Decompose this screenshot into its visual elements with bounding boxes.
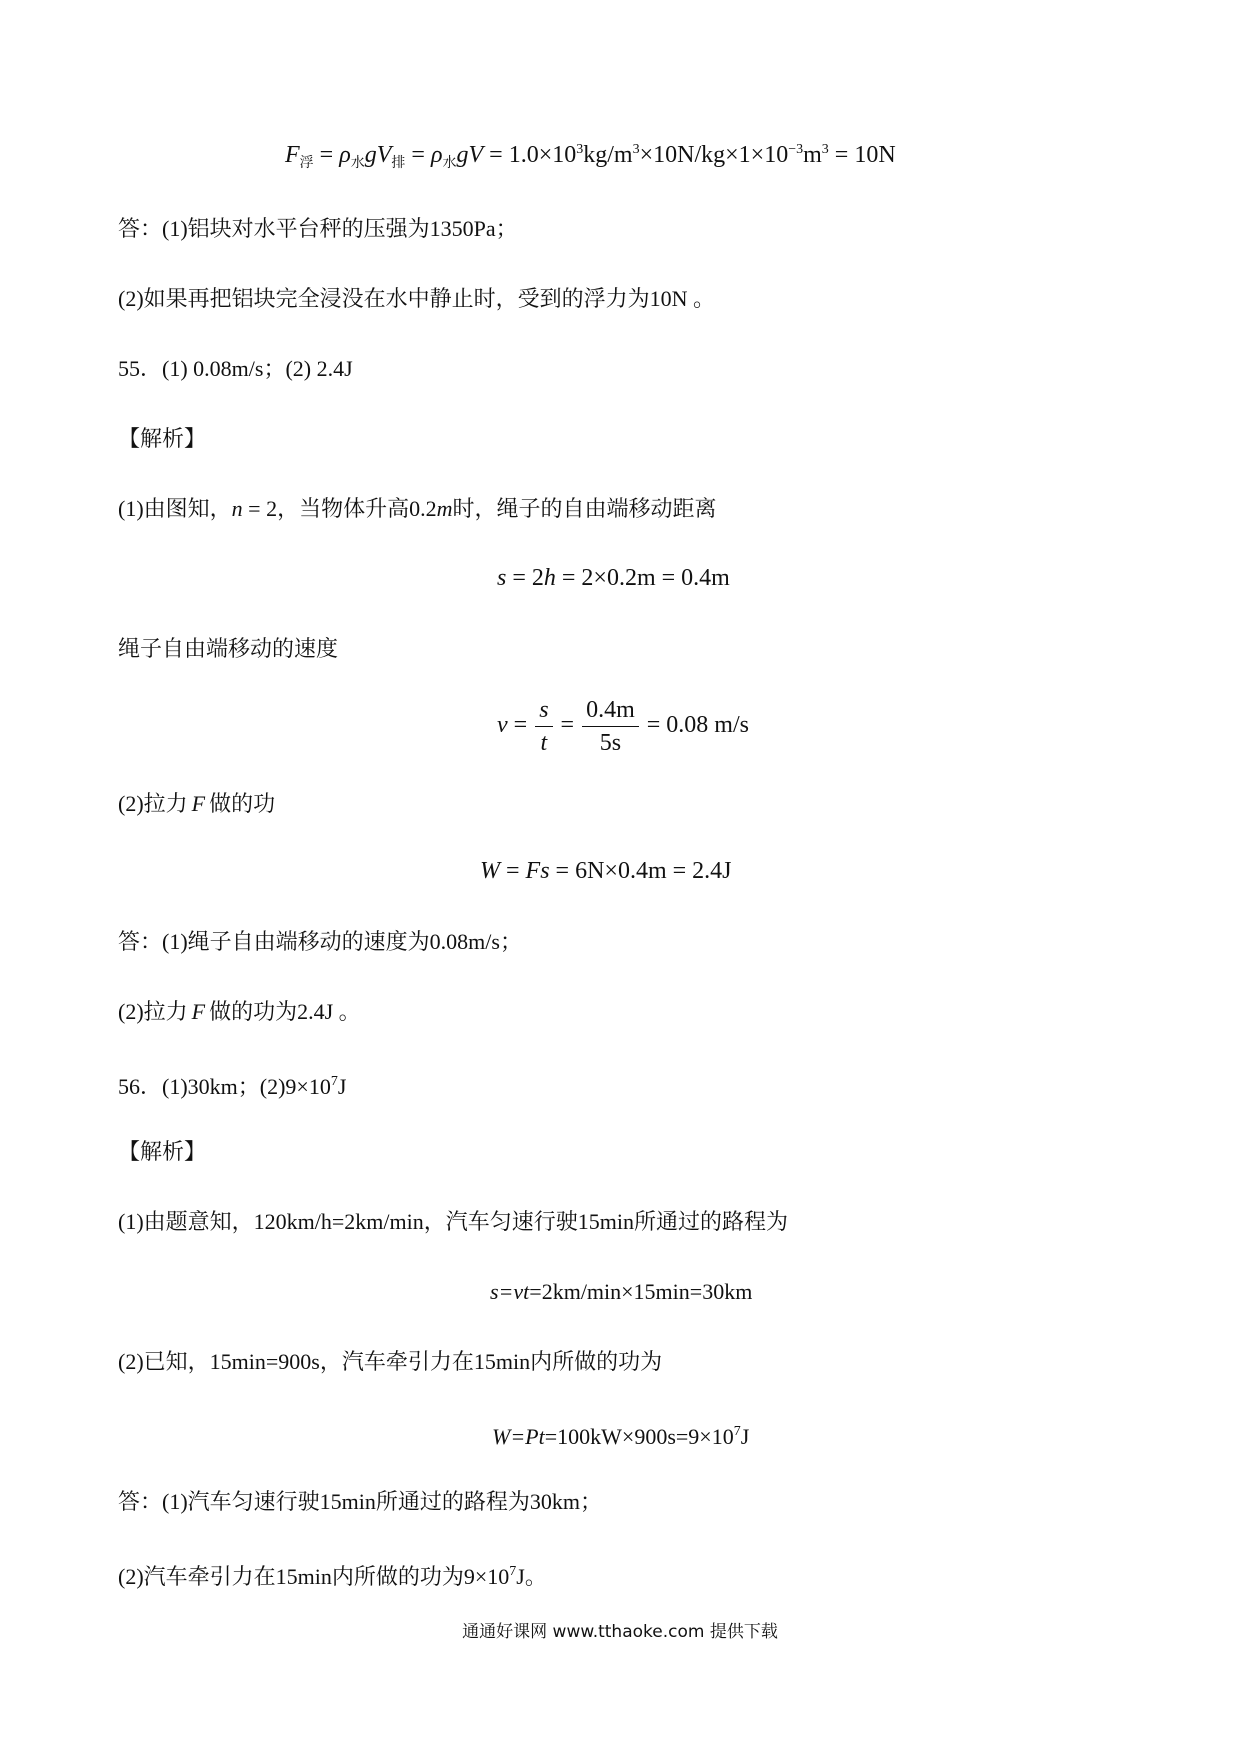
q55-equation-work bbox=[480, 856, 732, 886]
denominator: 5s bbox=[599, 729, 622, 756]
symbol-wpt: W=Pt bbox=[492, 1424, 545, 1449]
q56-step-2: (2)已知，15min=900s，汽车牵引力在15min内所做的功为 bbox=[118, 1349, 663, 1374]
q56-answer-1: 答：(1)汽车匀速行驶15min所通过的路程为30km； bbox=[118, 1489, 602, 1514]
text: 做的功 bbox=[209, 791, 276, 816]
symbol-s: s bbox=[497, 565, 507, 591]
text: 做的功为2.4J 。 bbox=[209, 999, 361, 1024]
text: (2)拉力 bbox=[118, 999, 188, 1024]
text: J bbox=[337, 1074, 347, 1099]
text: = 2，当物体升高0.2 bbox=[242, 496, 437, 521]
symbol-gv: gV bbox=[456, 142, 484, 168]
symbol-rho: ρ bbox=[430, 142, 443, 168]
equals: = bbox=[405, 142, 431, 168]
equals: = bbox=[500, 858, 526, 884]
equation-part: = 6N×0.4m = 2.4J bbox=[549, 858, 732, 884]
footer-watermark: 通通好课网 www.tthaoke.com 提供下载 bbox=[462, 1622, 778, 1642]
subscript-fu: 浮 bbox=[299, 156, 314, 171]
subscript-shui: 水 bbox=[350, 156, 365, 171]
symbol-h: h bbox=[543, 565, 556, 591]
q55-answer-2 bbox=[118, 997, 361, 1027]
q54-answer-2: (2)如果再把铝块完全浸没在水中静止时，受到的浮力为10N 。 bbox=[118, 286, 716, 311]
text: J。 bbox=[516, 1564, 547, 1589]
symbol-fs: Fs bbox=[525, 858, 550, 884]
equation-part: = 2 bbox=[506, 565, 544, 591]
q55-step-1 bbox=[118, 494, 716, 524]
q56-heading bbox=[118, 1067, 346, 1102]
numerator: 0.4m bbox=[582, 694, 639, 727]
fraction-distance-over-time bbox=[582, 694, 639, 759]
equation-part: J bbox=[740, 1424, 750, 1449]
superscript: 3 bbox=[821, 142, 829, 157]
superscript: 7 bbox=[733, 1424, 741, 1439]
equals: = bbox=[507, 712, 534, 738]
q56-step-1: (1)由题意知，120km/h=2km/min，汽车匀速行驶15min所通过的路程为 bbox=[118, 1209, 788, 1234]
superscript: 3 bbox=[632, 142, 640, 157]
subscript-pai: 排 bbox=[391, 156, 406, 171]
equals: = bbox=[313, 142, 340, 168]
q55-answer-1: 答：(1)绳子自由端移动的速度为0.08m/s； bbox=[118, 929, 522, 954]
q55-analysis-label: 【解析】 bbox=[118, 426, 207, 451]
q56-answer-2 bbox=[118, 1557, 547, 1592]
denominator: t bbox=[540, 729, 548, 756]
symbol-f: F bbox=[191, 999, 206, 1024]
q56-equation-work bbox=[492, 1417, 749, 1452]
symbol-rho: ρ bbox=[339, 142, 351, 168]
symbol-v: v bbox=[497, 712, 508, 738]
superscript: 7 bbox=[509, 1564, 517, 1579]
q56-analysis-label: 【解析】 bbox=[118, 1139, 207, 1164]
symbol-svt: s=vt bbox=[490, 1279, 530, 1304]
equals: = bbox=[554, 712, 581, 738]
q54-answer-1: 答：(1)铝块对水平台秤的压强为1350Pa； bbox=[118, 216, 518, 241]
text: 56．(1)30km；(2)9×10 bbox=[118, 1074, 331, 1099]
equation-part: =2km/min×15min=30km bbox=[529, 1279, 753, 1304]
equation-part: = 2×0.2m = 0.4m bbox=[555, 565, 730, 591]
q55-step-3 bbox=[118, 789, 275, 819]
equation-part: = 0.08 m/s bbox=[640, 712, 749, 738]
symbol-g: g bbox=[364, 142, 377, 168]
symbol-f: F bbox=[191, 791, 206, 816]
q55-equation-velocity bbox=[497, 690, 749, 760]
q55-equation-distance bbox=[497, 563, 730, 593]
equation-buoyancy bbox=[285, 135, 896, 179]
equation-part: = 10N bbox=[828, 142, 896, 168]
superscript: 7 bbox=[330, 1074, 338, 1089]
text: (2)拉力 bbox=[118, 791, 188, 816]
text: 时，绳子的自由端移动距离 bbox=[452, 496, 717, 521]
equation-part: =100kW×900s=9×10 bbox=[544, 1424, 734, 1449]
symbol-w: W bbox=[480, 858, 500, 884]
text: (1)由图知， bbox=[118, 496, 232, 521]
fraction-s-over-t bbox=[535, 694, 552, 759]
numerator: s bbox=[535, 694, 552, 727]
symbol-v: V bbox=[376, 142, 392, 168]
subscript-shui: 水 bbox=[442, 156, 457, 171]
q55-step-2: 绳子自由端移动的速度 bbox=[118, 636, 339, 661]
superscript: 3 bbox=[576, 142, 584, 157]
symbol-f: F bbox=[285, 142, 300, 168]
text: (2)汽车牵引力在15min内所做的功为9×10 bbox=[118, 1564, 510, 1589]
equation-part: m bbox=[803, 142, 822, 168]
q56-equation-distance bbox=[490, 1277, 752, 1307]
symbol-n: n bbox=[231, 496, 243, 521]
equation-part: ×10N/kg×1×10 bbox=[639, 142, 789, 168]
q55-heading: 55．(1) 0.08m/s；(2) 2.4J bbox=[118, 356, 353, 381]
superscript: −3 bbox=[788, 142, 804, 157]
equation-part: kg/m bbox=[583, 142, 633, 168]
equation-part: = 1.0×10 bbox=[483, 142, 577, 168]
symbol-m: m bbox=[436, 496, 453, 521]
